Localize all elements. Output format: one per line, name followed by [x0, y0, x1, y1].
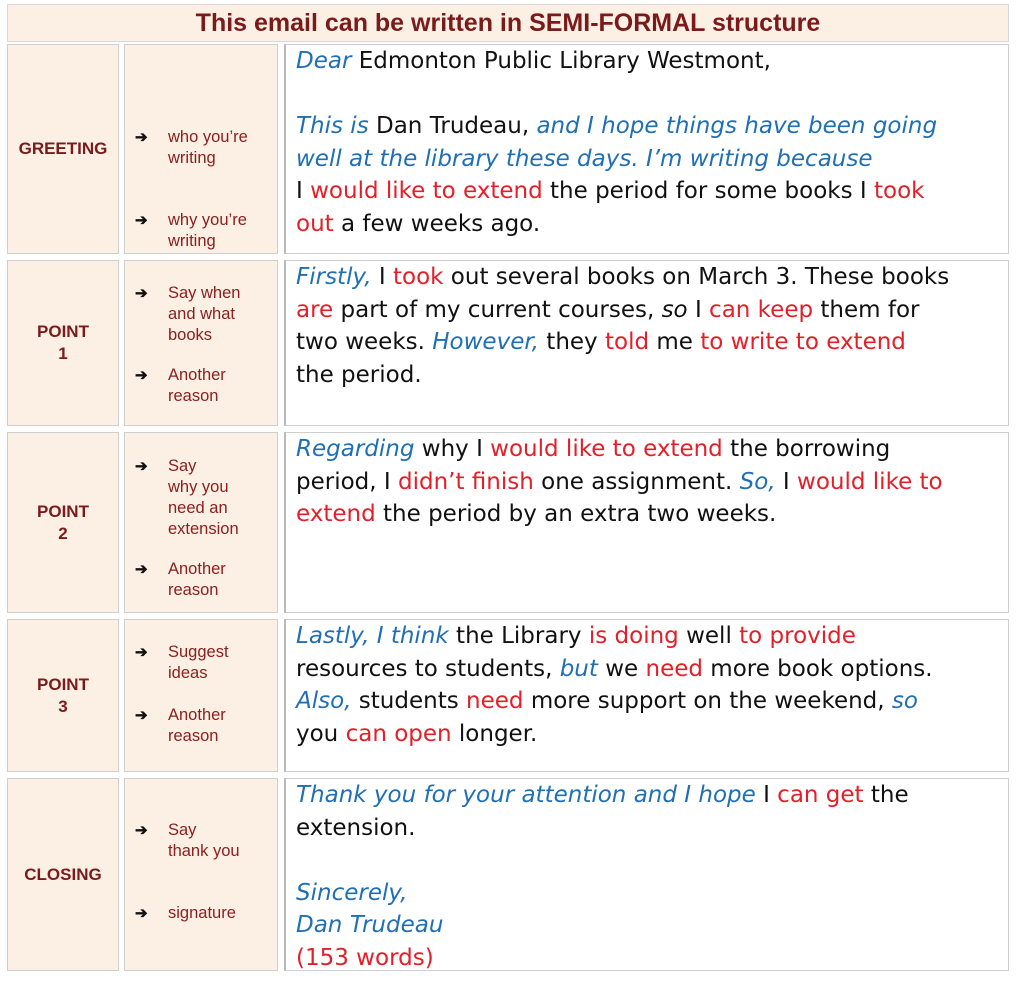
text-segment: a few weeks ago.: [333, 210, 541, 237]
text-segment: Dan Trudeau,: [368, 113, 537, 139]
email-text: [284, 778, 1009, 971]
row-greeting: [7, 44, 1009, 254]
guidance-line: need an: [168, 499, 228, 517]
guidance-bullet: [135, 456, 273, 540]
email-line: [296, 877, 1000, 910]
text-segment: why I: [414, 436, 491, 462]
text-segment: Sincerely,: [296, 879, 408, 906]
guidance-line: writing: [168, 149, 216, 167]
guidance-line: thank you: [168, 842, 240, 860]
text-segment: can get: [777, 782, 864, 808]
text-segment: need: [466, 688, 524, 714]
text-segment: but: [559, 655, 598, 682]
guidance-line: reason: [168, 727, 219, 745]
text-segment: Edmonton Public Library Westmont,: [351, 48, 771, 74]
text-segment: is doing: [588, 623, 679, 649]
guidance-line: Say: [168, 821, 197, 839]
email-line: [296, 812, 1000, 845]
text-segment: me: [649, 329, 701, 355]
section-label-line: 2: [58, 523, 68, 543]
guidance-bullet: [135, 705, 273, 747]
text-segment: well at the library these days. I’m writing because: [296, 145, 873, 172]
text-segment: would like to: [797, 468, 943, 495]
section-label-text: [37, 501, 89, 545]
email-text: [284, 44, 1009, 254]
text-segment: Dan Trudeau: [296, 912, 444, 938]
email-line: [296, 143, 1000, 176]
text-segment: we: [597, 655, 646, 682]
email-line: [296, 261, 1000, 294]
guidance-text: [168, 559, 273, 601]
text-segment: well: [678, 623, 740, 649]
section-label-line: 3: [58, 696, 68, 716]
email-text: [284, 432, 1009, 613]
arrow-right-icon: ➔: [135, 129, 148, 146]
text-segment: to provide: [739, 623, 856, 649]
text-segment: the period.: [296, 361, 422, 388]
text-segment: the period by an extra two weeks.: [375, 501, 777, 527]
email-line: [296, 466, 1000, 499]
email-text: [284, 619, 1009, 772]
row-point-1: [7, 260, 1009, 426]
text-segment: Dear: [296, 48, 352, 74]
section-label: [7, 44, 119, 254]
text-segment: (153 words): [296, 944, 434, 971]
text-segment: you: [296, 720, 346, 747]
text-segment: so: [661, 296, 688, 323]
guidance-line: ideas: [168, 664, 208, 682]
text-segment: out: [296, 210, 334, 237]
text-segment: Thank you for your attention and I hope: [296, 782, 756, 808]
email-line: [296, 294, 1000, 327]
email-line: [296, 45, 1000, 78]
email-line: [296, 718, 1000, 751]
section-label-line: POINT: [37, 322, 89, 341]
guidance-line: writing: [168, 232, 216, 250]
arrow-right-icon: ➔: [135, 458, 148, 475]
blank-line: [296, 844, 1000, 877]
text-segment: more support on the weekend,: [523, 688, 892, 714]
guidance-bullets: [124, 778, 278, 971]
row-closing: [7, 778, 1009, 971]
text-segment: told: [604, 329, 650, 355]
text-segment: I: [687, 296, 710, 323]
text-segment: took: [873, 178, 925, 204]
email-line: [296, 498, 1000, 531]
text-segment: students: [351, 688, 467, 714]
section-label-line: CLOSING: [24, 864, 102, 884]
text-segment: would like to extend: [490, 436, 723, 462]
text-segment: out several books on March 3. These books: [443, 264, 950, 290]
text-segment: can keep: [709, 296, 814, 323]
arrow-right-icon: ➔: [135, 561, 148, 578]
guidance-bullets: [124, 260, 278, 426]
text-segment: would like to extend: [310, 178, 543, 204]
text-segment: the period for some books I: [542, 178, 874, 204]
text-segment: However,: [432, 329, 539, 355]
text-segment: more book options.: [702, 655, 933, 682]
guidance-line: Suggest: [168, 643, 229, 661]
email-line: [296, 326, 1000, 359]
section-label-line: 1: [58, 344, 68, 363]
text-segment: period, I: [296, 468, 398, 495]
email-line: [296, 942, 1000, 975]
guidance-line: Say: [168, 457, 197, 475]
text-segment: took: [393, 264, 444, 290]
guidance-line: books: [168, 326, 213, 344]
text-segment: them for: [813, 296, 920, 323]
text-segment: the borrowing: [722, 436, 891, 462]
section-label-line: POINT: [37, 674, 89, 694]
row-point-3: [7, 619, 1009, 772]
section-label-text: [37, 321, 89, 365]
section-label-text: [24, 864, 101, 886]
guidance-bullets: [124, 44, 278, 254]
section-label: [7, 778, 119, 971]
text-segment: part of my current courses,: [333, 296, 662, 323]
text-segment: This is: [296, 113, 369, 139]
guidance-line: who you’re: [168, 128, 248, 146]
text-segment: can open: [345, 720, 452, 747]
guidance-text: [168, 283, 273, 346]
guidance-bullet: [135, 903, 273, 924]
guidance-line: why you: [168, 478, 229, 496]
email-line: [296, 685, 1000, 718]
guidance-line: Another: [168, 366, 226, 384]
guidance-bullet: [135, 559, 273, 601]
arrow-right-icon: ➔: [135, 285, 148, 302]
guidance-bullet: [135, 283, 273, 346]
row-point-2: [7, 432, 1009, 613]
text-segment: are: [296, 296, 334, 323]
page-title: This email can be written in SEMI-FORMAL structure: [7, 4, 1009, 42]
text-segment: to write to extend: [700, 329, 906, 355]
text-segment: resources to students,: [296, 655, 560, 682]
text-segment: I: [755, 782, 778, 808]
guidance-line: Another: [168, 706, 226, 724]
text-segment: extension.: [296, 814, 416, 841]
text-segment: one assignment.: [533, 468, 740, 495]
text-segment: two weeks.: [296, 329, 433, 355]
text-segment: didn’t finish: [397, 468, 534, 495]
email-line: [296, 779, 1000, 812]
guidance-text: [168, 705, 273, 747]
guidance-line: extension: [168, 520, 239, 538]
text-segment: Also,: [296, 688, 352, 714]
guidance-line: and what: [168, 305, 235, 323]
arrow-right-icon: ➔: [135, 707, 148, 724]
guidance-text: [168, 365, 273, 407]
section-label-line: GREETING: [18, 139, 108, 158]
guidance-line: why you’re: [168, 211, 247, 229]
section-label-text: [37, 674, 89, 718]
guidance-line: Say when: [168, 284, 241, 302]
text-segment: the Library: [448, 623, 589, 649]
text-segment: I: [775, 468, 798, 495]
email-line: [296, 208, 1000, 241]
email-text: [284, 260, 1009, 426]
arrow-right-icon: ➔: [135, 905, 148, 922]
arrow-right-icon: ➔: [135, 212, 148, 229]
guidance-text: [168, 210, 273, 252]
guidance-bullet: [135, 210, 273, 252]
email-line: [296, 653, 1000, 686]
guidance-line: reason: [168, 581, 219, 599]
guidance-bullets: [124, 432, 278, 613]
text-segment: they: [539, 329, 605, 355]
guidance-bullet: [135, 642, 273, 684]
guidance-bullet: [135, 127, 273, 169]
text-segment: So,: [739, 468, 776, 495]
section-label-line: POINT: [37, 501, 89, 521]
arrow-right-icon: ➔: [135, 644, 148, 661]
guidance-bullet: [135, 820, 273, 862]
email-line: [296, 175, 1000, 208]
text-segment: extend: [296, 501, 376, 527]
text-segment: Firstly,: [296, 264, 372, 290]
text-segment: the: [863, 782, 909, 808]
guidance-text: [168, 127, 273, 169]
guidance-line: reason: [168, 387, 219, 405]
text-segment: longer.: [451, 720, 538, 747]
guidance-line: signature: [168, 904, 236, 922]
email-line: [296, 359, 1000, 392]
section-label: [7, 260, 119, 426]
email-line: [296, 620, 1000, 653]
text-segment: and I hope things have been going: [536, 113, 938, 139]
guidance-text: [168, 456, 273, 540]
guidance-text: [168, 642, 273, 684]
arrow-right-icon: ➔: [135, 822, 148, 839]
guidance-line: Another: [168, 560, 226, 578]
text-segment: Regarding: [296, 436, 415, 462]
guidance-text: [168, 820, 273, 862]
guidance-bullets: [124, 619, 278, 772]
guidance-bullet: [135, 365, 273, 407]
text-segment: I: [371, 264, 394, 290]
section-label: [7, 619, 119, 772]
arrow-right-icon: ➔: [135, 367, 148, 384]
section-label-text: [19, 138, 108, 160]
email-line: [296, 110, 1000, 143]
email-line: [296, 909, 1000, 942]
text-segment: I: [296, 178, 311, 204]
text-segment: need: [645, 655, 703, 682]
blank-line: [296, 78, 1000, 111]
text-segment: so: [891, 688, 918, 714]
email-line: [296, 433, 1000, 466]
text-segment: Lastly, I think: [296, 623, 449, 649]
section-label: [7, 432, 119, 613]
guidance-text: [168, 903, 273, 924]
